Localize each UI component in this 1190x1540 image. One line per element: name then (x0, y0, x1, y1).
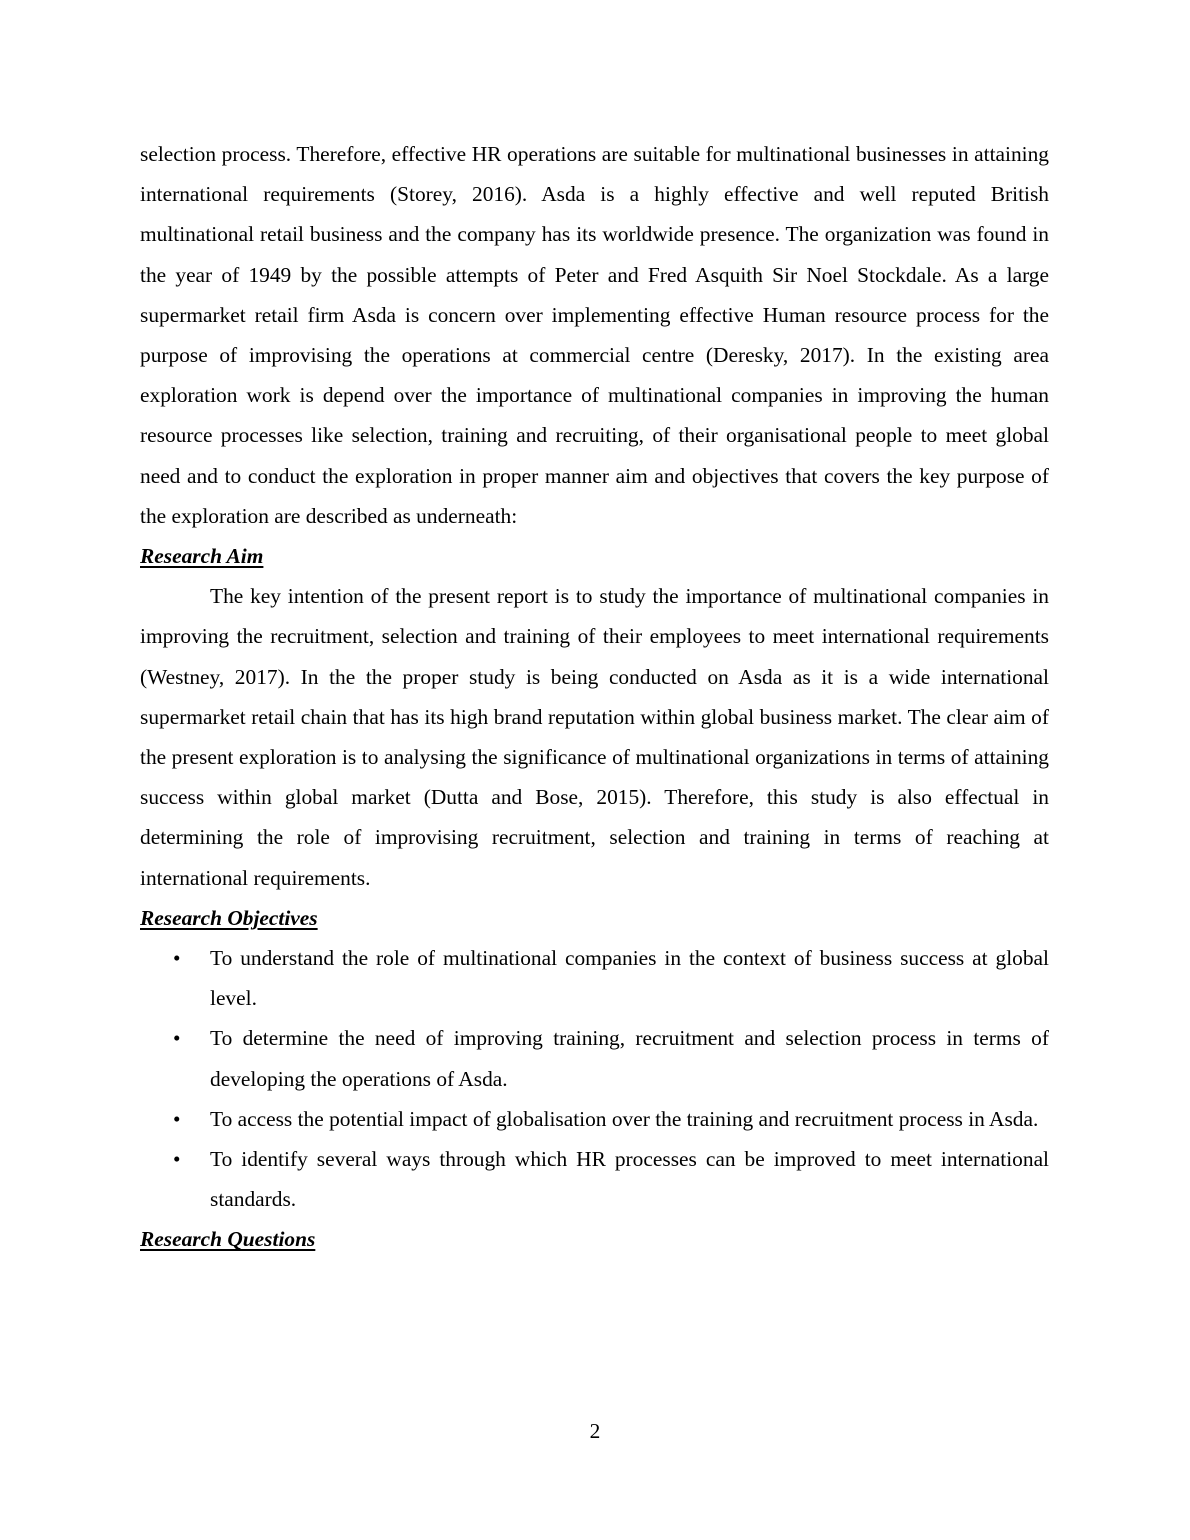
research-objectives-heading: Research Objectives (140, 905, 318, 930)
intro-paragraph: selection process. Therefore, effective HR operations are suitable for multinational businesses in attaining international requirements (Storey, 2016). Asda is a highly effective and well reputed British multinational retail business and the company has its worldwide presence. The organization was found in the year of 1949 by the possible attempts of Peter and Fred Asquith Sir Noel Stockdale. As a large supermarket retail firm Asda is concern over implementing effective Human resource process for the purpose of improvising the operations at commercial centre (Deresky, 2017). In the existing area exploration work is depend over the importance of multinational companies in improving the human resource processes like selection, training and recruiting, of their organisational people to meet global need and to conduct the exploration in proper manner aim and objectives that covers the key purpose of the exploration are described as underneath: (140, 142, 1049, 528)
bullet-icon: • (173, 1026, 181, 1051)
research-aim-heading: Research Aim (140, 544, 264, 569)
list-item (140, 1018, 1049, 1098)
page-content (140, 134, 1049, 1260)
research-questions-heading: Research Questions (140, 1227, 316, 1252)
objective-text: To access the potential impact of globalisation over the training and recruitment process in Asda. (210, 1106, 1039, 1131)
research-aim-paragraph: The key intention of the present report is to study the importance of multinational companies in improving the recruitment, selection and training of their employees to meet international requirements (Westney, 2017). In the the proper study is being conducted on Asda as it is a wide international supermarket retail chain that has its high brand reputation within global business market. The clear aim of the present exploration is to analysing the significance of multinational organizations in terms of attaining success within global market (Dutta and Bose, 2015). Therefore, this study is also effectual in determining the role of improvising recruitment, selection and training in terms of reaching at international requirements. (140, 584, 1049, 890)
bullet-icon: • (173, 946, 181, 971)
objective-text: To identify several ways through which HR processes can be improved to meet international standards. (210, 1147, 1049, 1212)
bullet-icon: • (173, 1106, 181, 1131)
objective-text: To determine the need of improving training, recruitment and selection process in terms of developing the operations of Asda. (210, 1026, 1049, 1091)
page-number: 2 (589, 1419, 601, 1443)
list-item (140, 938, 1049, 1018)
bullet-icon: • (173, 1147, 181, 1172)
objective-text: To understand the role of multinational companies in the context of business success at global level. (210, 946, 1049, 1011)
list-item (140, 1099, 1049, 1139)
objectives-list (140, 938, 1049, 1219)
list-item (140, 1139, 1049, 1219)
